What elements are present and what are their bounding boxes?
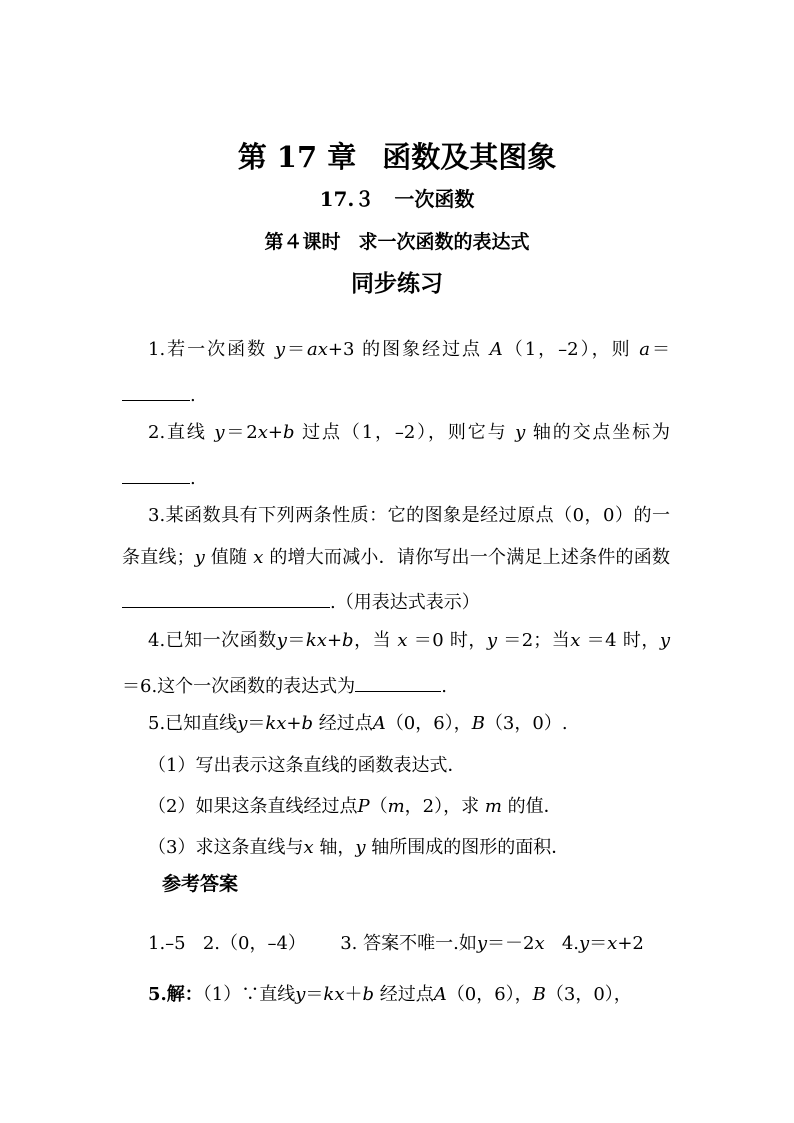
text-questions-q1-eq2: ＝ xyxy=(650,339,671,360)
text-section-number: 17.３ xyxy=(319,187,375,211)
text-questions-q4-y: y xyxy=(276,630,287,651)
lesson-title xyxy=(0,227,794,254)
question-5 xyxy=(148,712,568,736)
text-answers-line2-num: 5.解： xyxy=(148,984,203,1005)
text-answers-line1-a4a: 4. xyxy=(561,933,579,954)
answers-line-1 xyxy=(148,932,644,956)
text-questions-q5-kx: kx xyxy=(265,713,287,734)
text-title-part1: 第 17 章 xyxy=(237,140,357,174)
text-answers-line1-y2: y xyxy=(579,933,590,954)
answer-blank xyxy=(355,671,441,692)
text-questions-q2-x: x xyxy=(257,422,268,443)
question-5-part-2 xyxy=(148,795,562,819)
text-answers-line1-a3b: ＝－2 xyxy=(487,933,535,954)
text-questions-q4-x2: x xyxy=(570,630,581,651)
text-questions-q5-l1a: 5.已知直线 xyxy=(148,713,238,734)
text-questions-q5-s2a: （2）如果这条直线经过点 xyxy=(148,796,358,817)
text-questions-q5-s3b: 轴， xyxy=(319,837,356,858)
text-questions-q5-y2: y xyxy=(355,837,366,858)
text-questions-q5-m: m xyxy=(387,796,405,817)
text-answers-line1-y: y xyxy=(476,933,488,954)
question-1 xyxy=(148,338,670,362)
text-questions-q3-y: y xyxy=(194,547,205,568)
text-questions-q5-B: B xyxy=(471,713,485,734)
text-answers-line1-a2: 2.（0，–4） xyxy=(202,933,306,954)
text-questions-q4-l2a: ＝6.这个一次函数的表达式为 xyxy=(122,676,356,697)
question-3-line-2 xyxy=(122,546,670,570)
text-questions-q5-l1f: （3，0）. xyxy=(484,713,568,734)
text-section-name: 一次函数 xyxy=(394,187,475,211)
text-questions-q4-l1e: ＝0 时， xyxy=(413,630,487,651)
text-questions-q5-m2: m xyxy=(484,796,502,817)
text-answers-line2-t1: （1）∵直线 xyxy=(202,984,296,1005)
text-answers-line1-a3a: 3. 答案不唯一.如 xyxy=(340,933,477,954)
text-questions-q1-eq1: ＝ xyxy=(285,339,307,360)
text-answers-line2-A: A xyxy=(433,984,447,1005)
question-5-part-3 xyxy=(148,836,569,860)
text-questions-q5-l1b: ＝ xyxy=(247,713,266,734)
question-1-answer-line xyxy=(122,380,196,408)
text-questions-q4-l1f: ＝2；当 xyxy=(503,630,571,651)
text-questions-q1-t3: （1，–2），则 xyxy=(502,339,632,360)
text-questions-q4-b: b xyxy=(342,630,354,651)
text-answers-line2-t3: ＋ xyxy=(344,984,363,1005)
text-questions-q4-end: . xyxy=(441,676,447,697)
text-questions-q3-end: .（用表达式表示） xyxy=(330,592,480,613)
text-answers-line2-kx: kx xyxy=(323,984,345,1005)
text-questions-q2-b: b xyxy=(282,422,295,443)
text-questions-q4-x1: x xyxy=(397,630,408,651)
text-answers-line2-t4: 经过点 xyxy=(379,984,434,1005)
text-questions-q2-t3: + xyxy=(267,422,283,443)
question-5-part-1: （1）写出表示这条直线的函数表达式． xyxy=(148,755,466,776)
text-questions-q5-s2b: （ xyxy=(369,796,388,817)
text-questions-q5-s3a: （3）求这条直线与 xyxy=(148,837,304,858)
text-answers-line2-y: y xyxy=(295,984,306,1005)
text-questions-q5-l1c: + xyxy=(286,713,302,734)
text-questions-q1-A: A xyxy=(489,339,503,360)
text-questions-q4-l1b: ＝ xyxy=(286,630,306,651)
answer-blank xyxy=(122,463,190,484)
text-questions-q5-y: y xyxy=(237,713,248,734)
text-questions-q4-y2: y xyxy=(659,630,671,651)
text-questions-q5-l1d: 经过点 xyxy=(318,713,373,734)
text-answers-line1-x2: x xyxy=(607,933,618,954)
text-questions-q5-s3c: 轴所围成的图形的面积． xyxy=(371,837,570,858)
text-lesson-number: 第４课时 xyxy=(264,231,341,253)
text-questions-q2-t2: ＝2 xyxy=(224,422,258,443)
text-questions-q4-l1a: 4.已知一次函数 xyxy=(148,630,277,651)
question-2-answer-line xyxy=(122,463,196,491)
text-questions-q4-l1c: + xyxy=(326,630,343,651)
answers-title: 参考答案 xyxy=(162,873,239,895)
text-answers-line1-a4c: +2 xyxy=(617,933,644,954)
question-4-line-2 xyxy=(122,671,447,699)
text-answers-line2-B: B xyxy=(532,984,546,1005)
text-lesson-name: 求一次函数的表达式 xyxy=(358,231,530,253)
text-questions-q1-ax: ax xyxy=(306,339,328,360)
text-answers-line1-a1: 1.–5 xyxy=(148,933,186,954)
text-questions-q3-l2c: 的增大而减小．请你写出一个满足上述条件的函数 xyxy=(269,547,670,568)
text-questions-q2-t1: 直线 xyxy=(165,422,207,443)
text-answers-line1-a4b: ＝ xyxy=(589,933,608,954)
section-title xyxy=(0,183,794,212)
text-questions-q5-A: A xyxy=(372,713,386,734)
text-questions-q2-t5: 轴的交点坐标为 xyxy=(532,422,671,443)
question-4-line-1 xyxy=(148,629,670,653)
text-answers-line2-b: b xyxy=(362,984,375,1005)
text-questions-q2-y2: y xyxy=(515,422,526,443)
text-questions-q1-a: a xyxy=(639,339,651,360)
answer-blank xyxy=(122,380,190,401)
text-questions-q5-s2d: 的值． xyxy=(507,796,562,817)
text-questions-q3-l2b: 值随 xyxy=(210,547,248,568)
text-answers-line2-t5: （0，6）， xyxy=(446,984,533,1005)
text-questions-q4-l1g: ＝4 时， xyxy=(586,630,660,651)
answers-line-2 xyxy=(148,983,632,1007)
text-questions-q5-P: P xyxy=(357,796,370,817)
text-questions-q5-x: x xyxy=(303,837,314,858)
text-questions-q3-x: x xyxy=(253,547,264,568)
practice-title: 同步练习 xyxy=(351,270,443,297)
text-questions-q2-end: . xyxy=(190,468,196,489)
text-questions-q2-t4: 过点（1，–2），则它与 xyxy=(302,422,508,443)
question-3-answer-line xyxy=(122,587,480,615)
chapter-title xyxy=(0,135,794,176)
text-questions-q2-y: y xyxy=(214,422,225,443)
text-questions-q1-y: y xyxy=(274,339,285,360)
text-questions-q5-l1e: （0，6）， xyxy=(385,713,472,734)
text-questions-q1-num: 1. xyxy=(148,339,166,360)
question-3-line-1: 3.某函数具有下列两条性质：它的图象是经过原点（0，0）的一 xyxy=(148,505,670,526)
text-title-part2: 函数及其图象 xyxy=(382,140,557,174)
text-answers-line2-t6: （3，0）， xyxy=(545,984,632,1005)
text-questions-q1-t2: +3 的图象经过点 xyxy=(327,339,483,360)
text-answers-line1-x: x xyxy=(534,933,545,954)
question-2 xyxy=(148,421,670,445)
text-questions-q3-l2a: 条直线； xyxy=(122,547,195,568)
text-questions-q5-b: b xyxy=(301,713,314,734)
text-answers-line2-t2: ＝ xyxy=(305,984,324,1005)
answer-blank xyxy=(122,587,330,608)
text-questions-q5-s2c: ，2），求 xyxy=(404,796,480,817)
text-questions-q1-t1: 若一次函数 xyxy=(165,339,268,360)
text-questions-q4-y1: y xyxy=(486,630,498,651)
text-questions-q2-num: 2. xyxy=(148,422,166,443)
text-questions-q4-kx: kx xyxy=(305,630,327,651)
text-questions-q1-end: . xyxy=(190,385,196,406)
text-questions-q4-l1d: ，当 xyxy=(353,630,392,651)
